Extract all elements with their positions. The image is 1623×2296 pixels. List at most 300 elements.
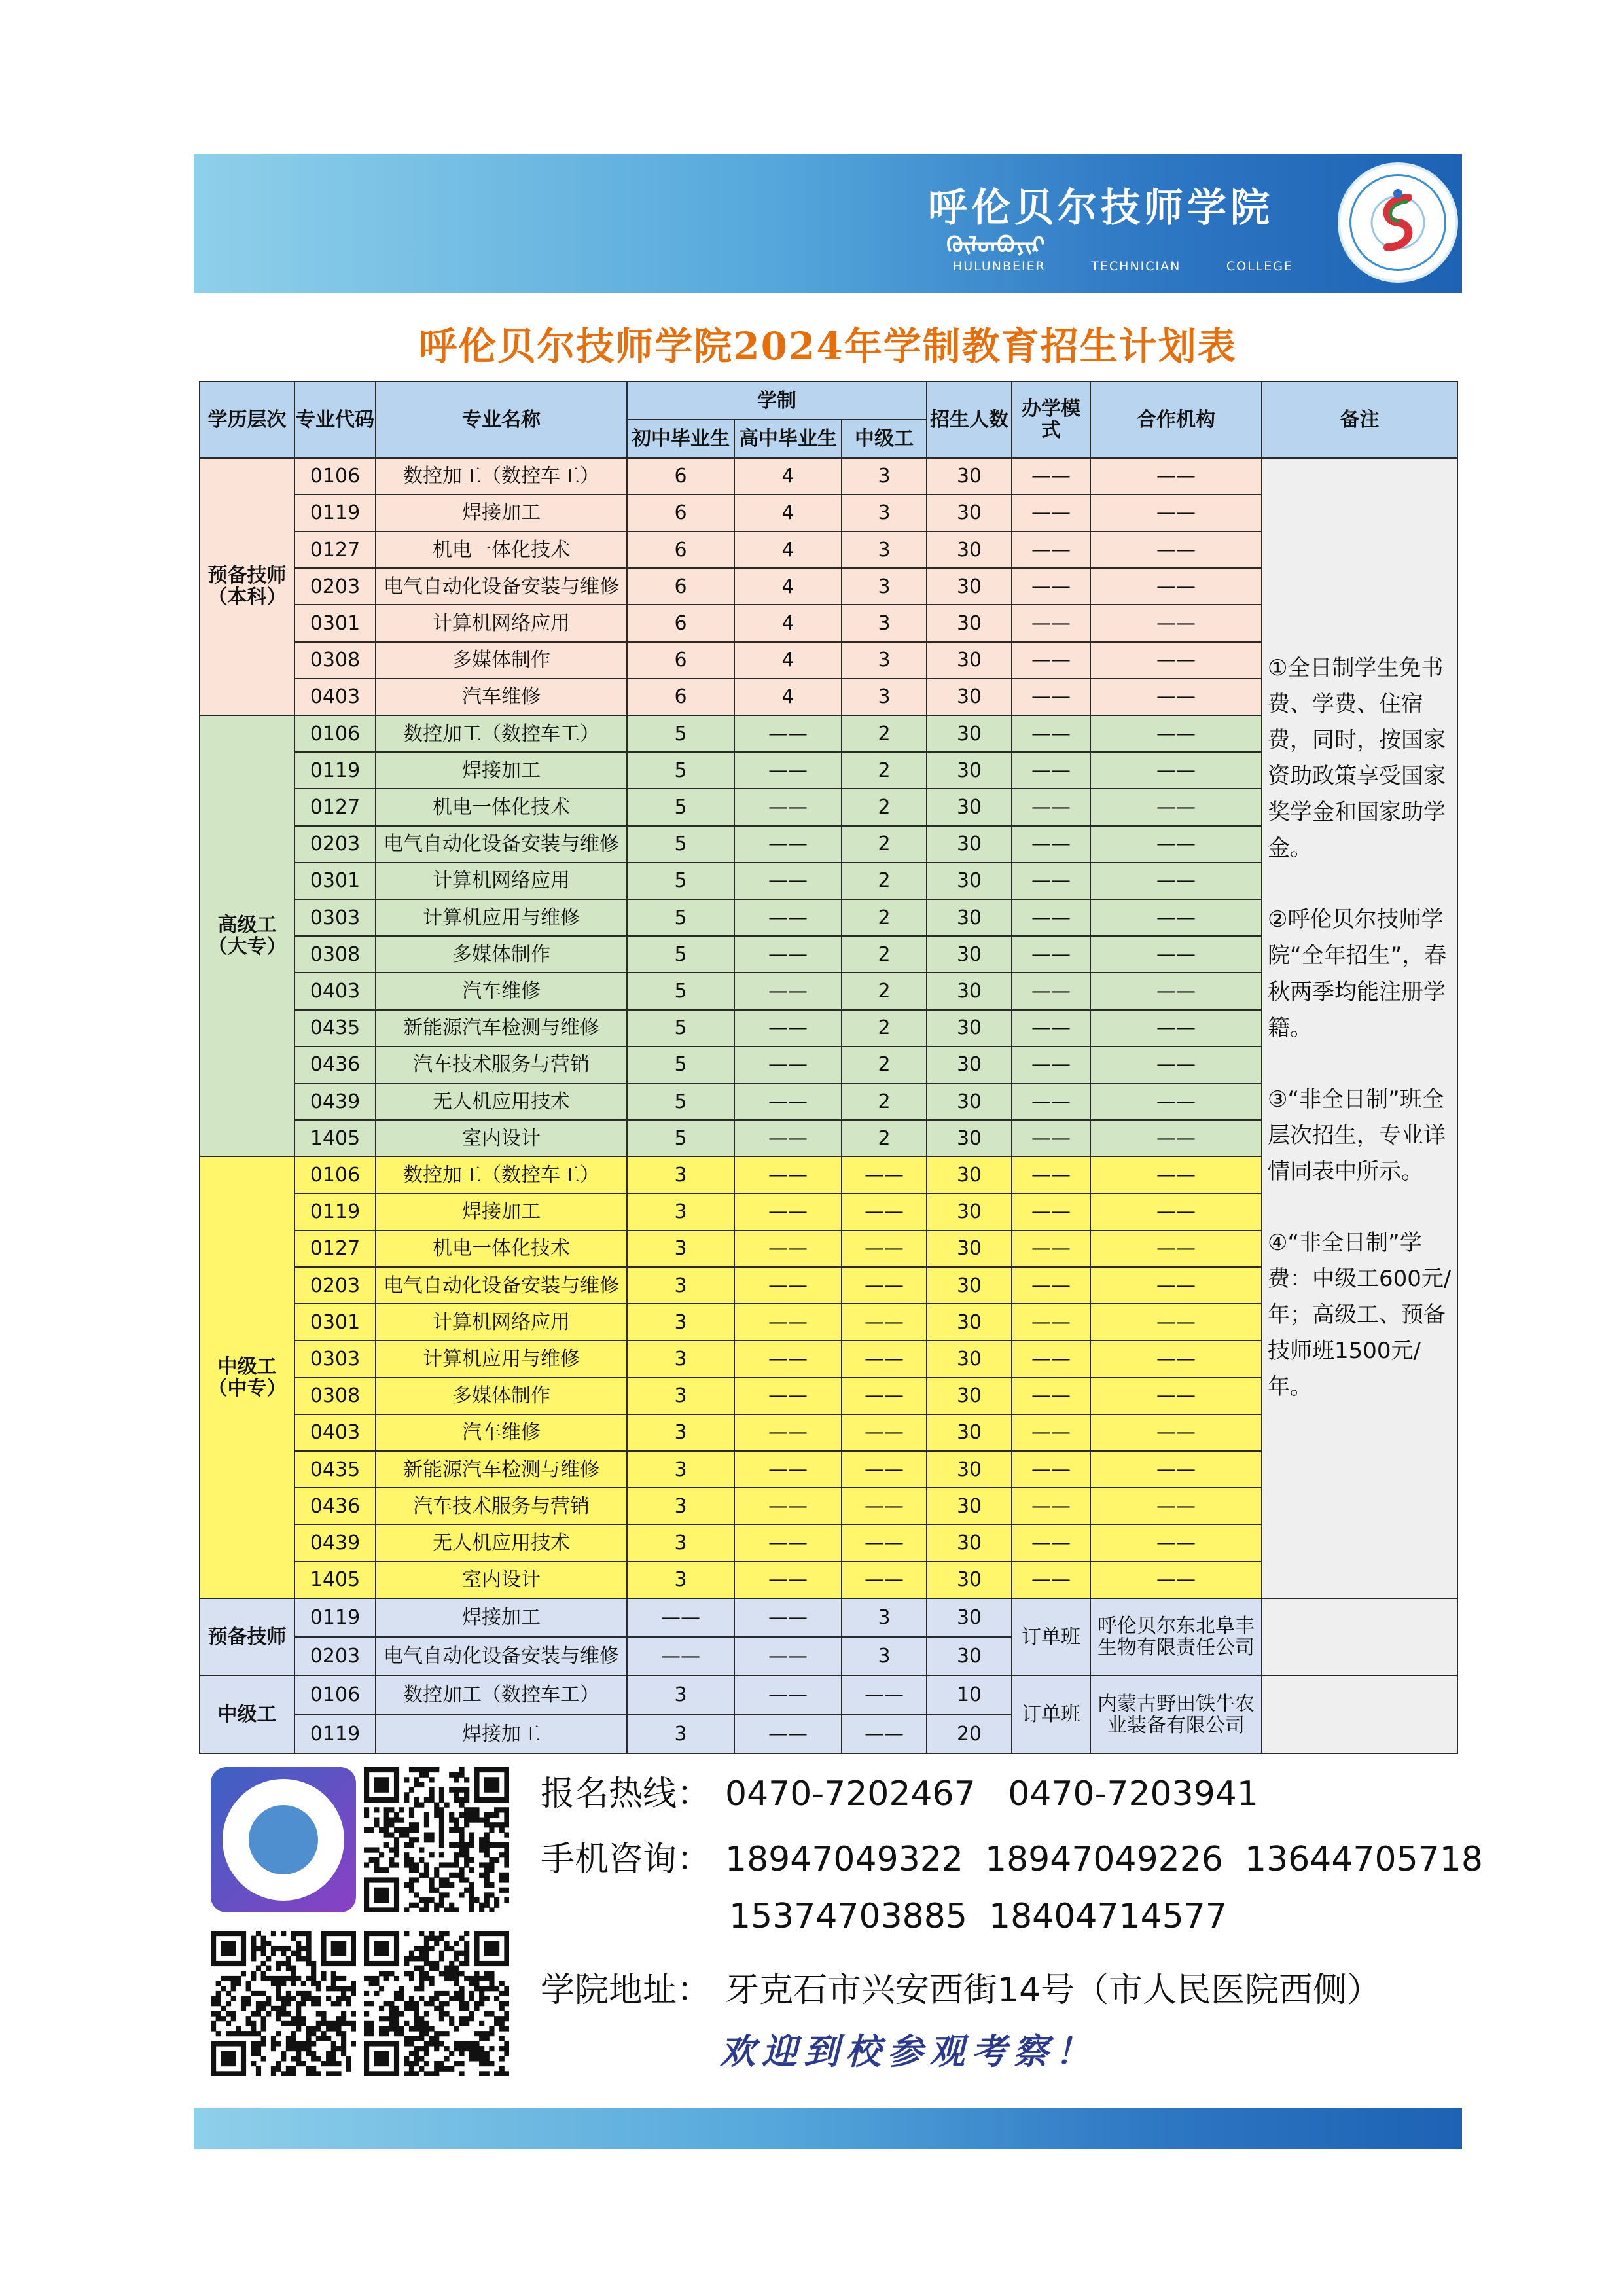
mode-cell: —— bbox=[1012, 1194, 1090, 1230]
header-partner: 合作机构 bbox=[1090, 382, 1262, 458]
partner-cell: —— bbox=[1090, 605, 1262, 641]
college-name-en bbox=[953, 259, 1293, 274]
mode-cell: —— bbox=[1012, 826, 1090, 863]
mode-cell: 订单班 bbox=[1012, 1676, 1090, 1753]
quota-cell: 30 bbox=[927, 1047, 1012, 1083]
mode-cell: —— bbox=[1012, 568, 1090, 605]
partner-cell: —— bbox=[1090, 1524, 1262, 1561]
major-name-cell: 数控加工（数控车工） bbox=[376, 1676, 627, 1714]
quota-cell: 30 bbox=[927, 458, 1012, 495]
major-name-cell: 焊接加工 bbox=[376, 495, 627, 531]
major-name-cell: 机电一体化技术 bbox=[376, 1230, 627, 1267]
welcome-slogan: 欢迎到校参观考察！ bbox=[720, 2030, 1097, 2072]
code-cell: 0403 bbox=[294, 1414, 376, 1451]
mode-cell: —— bbox=[1012, 1451, 1090, 1488]
major-name-cell: 电气自动化设备安装与维修 bbox=[376, 1637, 627, 1676]
midworker-years-cell: —— bbox=[842, 1378, 927, 1414]
major-name-cell: 电气自动化设备安装与维修 bbox=[376, 826, 627, 863]
partner-cell: —— bbox=[1090, 1378, 1262, 1414]
table-row bbox=[200, 1598, 1457, 1637]
quota-cell: 30 bbox=[927, 1488, 1012, 1524]
junior-years-cell: 5 bbox=[627, 1120, 734, 1157]
midworker-years-cell: —— bbox=[842, 1304, 927, 1340]
senior-years-cell: —— bbox=[734, 1083, 842, 1120]
header-midworker: 中级工 bbox=[842, 420, 927, 457]
senior-years-cell: —— bbox=[734, 1230, 842, 1267]
senior-years-cell: —— bbox=[734, 1120, 842, 1157]
mode-cell: —— bbox=[1012, 531, 1090, 568]
major-name-cell: 焊接加工 bbox=[376, 1598, 627, 1637]
major-name-cell: 机电一体化技术 bbox=[376, 531, 627, 568]
midworker-years-cell: —— bbox=[842, 1340, 927, 1377]
major-name-cell: 数控加工（数控车工） bbox=[376, 1157, 627, 1193]
quota-cell: 10 bbox=[927, 1676, 1012, 1714]
note-item: ④“非全日制”学费：中级工600元/年；高级工、预备技师班1500元/年。 bbox=[1268, 1229, 1452, 1401]
code-cell: 0303 bbox=[294, 1340, 376, 1377]
quota-cell: 30 bbox=[927, 1378, 1012, 1414]
junior-years-cell: 3 bbox=[627, 1488, 734, 1524]
table-body bbox=[200, 382, 1457, 1753]
major-name-cell: 汽车技术服务与营销 bbox=[376, 1047, 627, 1083]
major-name-cell: 焊接加工 bbox=[376, 1715, 627, 1753]
midworker-years-cell: 2 bbox=[842, 899, 927, 936]
partner-cell: —— bbox=[1090, 899, 1262, 936]
table-header-row bbox=[200, 382, 1457, 420]
midworker-years-cell: —— bbox=[842, 1562, 927, 1598]
midworker-years-cell: —— bbox=[842, 1230, 927, 1267]
mode-cell: —— bbox=[1012, 1488, 1090, 1524]
code-cell: 0301 bbox=[294, 1304, 376, 1340]
major-name-cell: 室内设计 bbox=[376, 1120, 627, 1157]
code-cell: 0403 bbox=[294, 973, 376, 1009]
senior-years-cell: —— bbox=[734, 1562, 842, 1598]
midworker-years-cell: 2 bbox=[842, 1083, 927, 1120]
header-senior: 高中毕业生 bbox=[734, 420, 842, 457]
junior-years-cell: 3 bbox=[627, 1562, 734, 1598]
quota-cell: 30 bbox=[927, 642, 1012, 679]
code-cell: 0127 bbox=[294, 531, 376, 568]
quota-cell: 20 bbox=[927, 1715, 1012, 1753]
partner-cell: —— bbox=[1090, 1157, 1262, 1193]
partner-cell: —— bbox=[1090, 1304, 1262, 1340]
code-cell: 0127 bbox=[294, 1230, 376, 1267]
senior-years-cell: —— bbox=[734, 1488, 842, 1524]
junior-years-cell: —— bbox=[627, 1637, 734, 1676]
code-cell: 0439 bbox=[294, 1524, 376, 1561]
senior-years-cell: —— bbox=[734, 1451, 842, 1488]
mobile-label: 手机咨询： bbox=[541, 1840, 711, 1879]
major-name-cell: 多媒体制作 bbox=[376, 1378, 627, 1414]
bottom-banner bbox=[194, 2108, 1462, 2149]
code-cell: 0203 bbox=[294, 568, 376, 605]
mode-cell: —— bbox=[1012, 1230, 1090, 1267]
mode-cell: —— bbox=[1012, 973, 1090, 1009]
code-cell: 0119 bbox=[294, 752, 376, 789]
mode-cell: —— bbox=[1012, 642, 1090, 679]
code-cell: 0435 bbox=[294, 1010, 376, 1047]
midworker-years-cell: 2 bbox=[842, 789, 927, 825]
senior-years-cell: —— bbox=[734, 789, 842, 825]
mode-cell: —— bbox=[1012, 1267, 1090, 1304]
qr-pattern bbox=[211, 1931, 356, 2076]
code-cell: 0308 bbox=[294, 642, 376, 679]
mode-cell: —— bbox=[1012, 1010, 1090, 1047]
code-cell: 0308 bbox=[294, 936, 376, 973]
midworker-years-cell: 3 bbox=[842, 642, 927, 679]
midworker-years-cell: —— bbox=[842, 1488, 927, 1524]
quota-cell: 30 bbox=[927, 1562, 1012, 1598]
quota-cell: 30 bbox=[927, 863, 1012, 899]
mode-cell: —— bbox=[1012, 715, 1090, 752]
midworker-years-cell: 3 bbox=[842, 605, 927, 641]
code-cell: 0203 bbox=[294, 826, 376, 863]
major-name-cell: 多媒体制作 bbox=[376, 642, 627, 679]
mini-program-center bbox=[249, 1805, 318, 1874]
emblem-mark bbox=[1369, 185, 1427, 260]
quota-cell: 30 bbox=[927, 1010, 1012, 1047]
quota-cell: 30 bbox=[927, 973, 1012, 1009]
major-name-cell: 汽车维修 bbox=[376, 973, 627, 1009]
partner-cell: —— bbox=[1090, 495, 1262, 531]
junior-years-cell: 5 bbox=[627, 789, 734, 825]
qr-pattern bbox=[364, 1931, 509, 2076]
level-cell: 中级工 bbox=[200, 1676, 294, 1753]
quota-cell: 30 bbox=[927, 568, 1012, 605]
midworker-years-cell: —— bbox=[842, 1451, 927, 1488]
midworker-years-cell: 2 bbox=[842, 1047, 927, 1083]
level-cell: 预备技师（本科） bbox=[200, 458, 294, 715]
quota-cell: 30 bbox=[927, 1340, 1012, 1377]
major-name-cell: 计算机应用与维修 bbox=[376, 899, 627, 936]
midworker-years-cell: 3 bbox=[842, 495, 927, 531]
header-junior: 初中毕业生 bbox=[627, 420, 734, 457]
senior-years-cell: —— bbox=[734, 973, 842, 1009]
junior-years-cell: 3 bbox=[627, 1230, 734, 1267]
partner-cell: —— bbox=[1090, 973, 1262, 1009]
page-title: 呼伦贝尔技师学院2024年学制教育招生计划表 bbox=[419, 324, 1237, 368]
junior-years-cell: 3 bbox=[627, 1340, 734, 1377]
midworker-years-cell: 2 bbox=[842, 1010, 927, 1047]
partner-cell: —— bbox=[1090, 1340, 1262, 1377]
header-quota: 招生人数 bbox=[927, 382, 1012, 458]
partner-cell: —— bbox=[1090, 1120, 1262, 1157]
quota-cell: 30 bbox=[927, 1157, 1012, 1193]
table-row bbox=[200, 458, 1457, 495]
mode-cell: —— bbox=[1012, 458, 1090, 495]
midworker-years-cell: —— bbox=[842, 1194, 927, 1230]
senior-years-cell: —— bbox=[734, 863, 842, 899]
college-en-word: COLLEGE bbox=[1226, 259, 1293, 274]
senior-years-cell: —— bbox=[734, 1010, 842, 1047]
senior-years-cell: 4 bbox=[734, 568, 842, 605]
code-cell: 0106 bbox=[294, 458, 376, 495]
midworker-years-cell: 2 bbox=[842, 863, 927, 899]
midworker-years-cell: 3 bbox=[842, 1598, 927, 1637]
junior-years-cell: 6 bbox=[627, 458, 734, 495]
address-line bbox=[541, 1962, 1381, 2011]
mode-cell: —— bbox=[1012, 679, 1090, 715]
mode-cell: —— bbox=[1012, 789, 1090, 825]
major-name-cell: 汽车技术服务与营销 bbox=[376, 1488, 627, 1524]
junior-years-cell: 3 bbox=[627, 1157, 734, 1193]
header-duration: 学制 bbox=[627, 382, 927, 420]
partner-cell: —— bbox=[1090, 789, 1262, 825]
hotline-label: 报名热线： bbox=[541, 1774, 711, 1814]
partner-cell: 呼伦贝尔东北阜丰生物有限责任公司 bbox=[1090, 1598, 1262, 1676]
notes-cell-empty bbox=[1262, 1676, 1457, 1753]
senior-years-cell: —— bbox=[734, 1304, 842, 1340]
junior-years-cell: 3 bbox=[627, 1267, 734, 1304]
mode-cell: —— bbox=[1012, 1157, 1090, 1193]
senior-years-cell: —— bbox=[734, 1715, 842, 1753]
major-name-cell: 计算机网络应用 bbox=[376, 1304, 627, 1340]
major-name-cell: 计算机网络应用 bbox=[376, 863, 627, 899]
college-name-mongolian: ᠬᠥᠯᠥᠨᠪᠤᠶᠢᠷ bbox=[946, 232, 1045, 259]
mode-cell: —— bbox=[1012, 1524, 1090, 1561]
code-cell: 1405 bbox=[294, 1120, 376, 1157]
quota-cell: 30 bbox=[927, 1083, 1012, 1120]
senior-years-cell: —— bbox=[734, 752, 842, 789]
quota-cell: 30 bbox=[927, 1637, 1012, 1676]
partner-cell: —— bbox=[1090, 1451, 1262, 1488]
senior-years-cell: —— bbox=[734, 1414, 842, 1451]
code-cell: 0403 bbox=[294, 679, 376, 715]
junior-years-cell: 5 bbox=[627, 826, 734, 863]
partner-cell: —— bbox=[1090, 1010, 1262, 1047]
mode-cell: —— bbox=[1012, 1083, 1090, 1120]
header-notes: 备注 bbox=[1262, 382, 1457, 458]
notes-cell-empty bbox=[1262, 1598, 1457, 1676]
quota-cell: 30 bbox=[927, 789, 1012, 825]
junior-years-cell: 5 bbox=[627, 715, 734, 752]
junior-years-cell: 3 bbox=[627, 1451, 734, 1488]
mode-cell: —— bbox=[1012, 1414, 1090, 1451]
major-name-cell: 新能源汽车检测与维修 bbox=[376, 1451, 627, 1488]
midworker-years-cell: 3 bbox=[842, 679, 927, 715]
junior-years-cell: 5 bbox=[627, 863, 734, 899]
partner-cell: —— bbox=[1090, 752, 1262, 789]
senior-years-cell: —— bbox=[734, 1267, 842, 1304]
partner-cell: —— bbox=[1090, 642, 1262, 679]
college-emblem-icon bbox=[1340, 165, 1455, 280]
quota-cell: 30 bbox=[927, 1267, 1012, 1304]
major-name-cell: 室内设计 bbox=[376, 1562, 627, 1598]
junior-years-cell: 5 bbox=[627, 752, 734, 789]
partner-cell: —— bbox=[1090, 1083, 1262, 1120]
junior-years-cell: 6 bbox=[627, 531, 734, 568]
quota-cell: 30 bbox=[927, 936, 1012, 973]
partner-cell: —— bbox=[1090, 531, 1262, 568]
mini-program-code bbox=[211, 1767, 356, 1912]
note-item: ①全日制学生免书费、学费、住宿费，同时，按国家资助政策享受国家奖学金和国家助学金。 bbox=[1268, 655, 1446, 862]
senior-years-cell: 4 bbox=[734, 605, 842, 641]
partner-cell: —— bbox=[1090, 1267, 1262, 1304]
senior-years-cell: —— bbox=[734, 1676, 842, 1714]
quota-cell: 30 bbox=[927, 899, 1012, 936]
qr-code bbox=[211, 1931, 356, 2076]
code-cell: 0106 bbox=[294, 715, 376, 752]
mode-cell: —— bbox=[1012, 605, 1090, 641]
level-cell: 高级工（大专） bbox=[200, 715, 294, 1157]
note-item: ③“非全日制”班全层次招生，专业详情同表中所示。 bbox=[1268, 1086, 1446, 1185]
address-label: 学院地址： bbox=[541, 1971, 711, 2010]
major-name-cell: 数控加工（数控车工） bbox=[376, 715, 627, 752]
junior-years-cell: 5 bbox=[627, 973, 734, 1009]
major-name-cell: 计算机应用与维修 bbox=[376, 1340, 627, 1377]
senior-years-cell: —— bbox=[734, 1524, 842, 1561]
major-name-cell: 焊接加工 bbox=[376, 1194, 627, 1230]
midworker-years-cell: 2 bbox=[842, 826, 927, 863]
junior-years-cell: 6 bbox=[627, 679, 734, 715]
junior-years-cell: 3 bbox=[627, 1414, 734, 1451]
partner-cell: —— bbox=[1090, 715, 1262, 752]
junior-years-cell: 5 bbox=[627, 1010, 734, 1047]
junior-years-cell: —— bbox=[627, 1598, 734, 1637]
midworker-years-cell: 2 bbox=[842, 1120, 927, 1157]
midworker-years-cell: —— bbox=[842, 1524, 927, 1561]
notes-cell bbox=[1262, 458, 1457, 1598]
midworker-years-cell: 3 bbox=[842, 568, 927, 605]
mode-cell: 订单班 bbox=[1012, 1598, 1090, 1676]
junior-years-cell: 6 bbox=[627, 495, 734, 531]
quota-cell: 30 bbox=[927, 1414, 1012, 1451]
midworker-years-cell: 3 bbox=[842, 531, 927, 568]
code-cell: 0106 bbox=[294, 1157, 376, 1193]
code-cell: 0436 bbox=[294, 1047, 376, 1083]
code-cell: 0119 bbox=[294, 1598, 376, 1637]
junior-years-cell: 3 bbox=[627, 1304, 734, 1340]
mobile-numbers: 18947049322 18947049226 13644705718 bbox=[725, 1840, 1483, 1879]
junior-years-cell: 3 bbox=[627, 1715, 734, 1753]
mode-cell: —— bbox=[1012, 752, 1090, 789]
mobile-line bbox=[541, 1831, 1483, 1880]
partner-cell: —— bbox=[1090, 1230, 1262, 1267]
level-cell: 预备技师 bbox=[200, 1598, 294, 1676]
code-cell: 0301 bbox=[294, 863, 376, 899]
midworker-years-cell: —— bbox=[842, 1157, 927, 1193]
senior-years-cell: 4 bbox=[734, 495, 842, 531]
header-level: 学历层次 bbox=[200, 382, 294, 458]
qr-pattern bbox=[364, 1767, 509, 1912]
midworker-years-cell: —— bbox=[842, 1676, 927, 1714]
midworker-years-cell: 2 bbox=[842, 715, 927, 752]
mode-cell: —— bbox=[1012, 1562, 1090, 1598]
header-name: 专业名称 bbox=[376, 382, 627, 458]
major-name-cell: 多媒体制作 bbox=[376, 936, 627, 973]
midworker-years-cell: —— bbox=[842, 1267, 927, 1304]
quota-cell: 30 bbox=[927, 1120, 1012, 1157]
mode-cell: —— bbox=[1012, 495, 1090, 531]
senior-years-cell: 4 bbox=[734, 531, 842, 568]
code-cell: 0435 bbox=[294, 1451, 376, 1488]
major-name-cell: 机电一体化技术 bbox=[376, 789, 627, 825]
mode-cell: —— bbox=[1012, 1304, 1090, 1340]
junior-years-cell: 3 bbox=[627, 1194, 734, 1230]
junior-years-cell: 3 bbox=[627, 1524, 734, 1561]
note-item: ②呼伦贝尔技师学院“全年招生”，春秋两季均能注册学籍。 bbox=[1268, 906, 1447, 1041]
senior-years-cell: —— bbox=[734, 1047, 842, 1083]
partner-cell: —— bbox=[1090, 1488, 1262, 1524]
qr-code bbox=[364, 1931, 509, 2076]
partner-cell: —— bbox=[1090, 1414, 1262, 1451]
mobile-numbers-2: 15374703885 18404714577 bbox=[729, 1897, 1227, 1936]
hotline-numbers: 0470-7202467 0470-7203941 bbox=[725, 1774, 1258, 1814]
quota-cell: 30 bbox=[927, 752, 1012, 789]
senior-years-cell: 4 bbox=[734, 679, 842, 715]
admission-plan-table bbox=[199, 381, 1458, 1754]
midworker-years-cell: 2 bbox=[842, 936, 927, 973]
senior-years-cell: —— bbox=[734, 936, 842, 973]
major-name-cell: 无人机应用技术 bbox=[376, 1083, 627, 1120]
senior-years-cell: —— bbox=[734, 826, 842, 863]
junior-years-cell: 5 bbox=[627, 1083, 734, 1120]
partner-cell: 内蒙古野田铁牛农业装备有限公司 bbox=[1090, 1676, 1262, 1753]
mode-cell: —— bbox=[1012, 899, 1090, 936]
mode-cell: —— bbox=[1012, 936, 1090, 973]
quota-cell: 30 bbox=[927, 1524, 1012, 1561]
major-name-cell: 无人机应用技术 bbox=[376, 1524, 627, 1561]
quota-cell: 30 bbox=[927, 495, 1012, 531]
senior-years-cell: 4 bbox=[734, 458, 842, 495]
midworker-years-cell: 3 bbox=[842, 1637, 927, 1676]
header-mode: 办学模式 bbox=[1012, 382, 1090, 458]
senior-years-cell: —— bbox=[734, 1378, 842, 1414]
mode-cell: —— bbox=[1012, 1047, 1090, 1083]
midworker-years-cell: 2 bbox=[842, 973, 927, 1009]
senior-years-cell: —— bbox=[734, 899, 842, 936]
midworker-years-cell: 2 bbox=[842, 752, 927, 789]
quota-cell: 30 bbox=[927, 1451, 1012, 1488]
qr-code bbox=[364, 1767, 509, 1912]
midworker-years-cell: —— bbox=[842, 1414, 927, 1451]
code-cell: 1405 bbox=[294, 1562, 376, 1598]
midworker-years-cell: 3 bbox=[842, 458, 927, 495]
senior-years-cell: —— bbox=[734, 1637, 842, 1676]
code-cell: 0203 bbox=[294, 1637, 376, 1676]
major-name-cell: 计算机网络应用 bbox=[376, 605, 627, 641]
major-name-cell: 电气自动化设备安装与维修 bbox=[376, 568, 627, 605]
header-code: 专业代码 bbox=[294, 382, 376, 458]
mode-cell: —— bbox=[1012, 1120, 1090, 1157]
address-text: 牙克石市兴安西街14号（市人民医院西侧） bbox=[725, 1971, 1382, 2010]
code-cell: 0436 bbox=[294, 1488, 376, 1524]
senior-years-cell: —— bbox=[734, 715, 842, 752]
junior-years-cell: 5 bbox=[627, 899, 734, 936]
partner-cell: —— bbox=[1090, 1194, 1262, 1230]
junior-years-cell: 3 bbox=[627, 1378, 734, 1414]
quota-cell: 30 bbox=[927, 679, 1012, 715]
college-en-word: HULUNBEIER bbox=[953, 259, 1046, 274]
major-name-cell: 汽车维修 bbox=[376, 1414, 627, 1451]
junior-years-cell: 5 bbox=[627, 936, 734, 973]
junior-years-cell: 6 bbox=[627, 568, 734, 605]
mode-cell: —— bbox=[1012, 1378, 1090, 1414]
code-cell: 0119 bbox=[294, 1194, 376, 1230]
mode-cell: —— bbox=[1012, 1340, 1090, 1377]
college-en-word: TECHNICIAN bbox=[1091, 259, 1181, 274]
quota-cell: 30 bbox=[927, 531, 1012, 568]
code-cell: 0439 bbox=[294, 1083, 376, 1120]
code-cell: 0303 bbox=[294, 899, 376, 936]
quota-cell: 30 bbox=[927, 605, 1012, 641]
partner-cell: —— bbox=[1090, 826, 1262, 863]
partner-cell: —— bbox=[1090, 863, 1262, 899]
quota-cell: 30 bbox=[927, 715, 1012, 752]
top-banner bbox=[194, 154, 1462, 293]
quota-cell: 30 bbox=[927, 1304, 1012, 1340]
partner-cell: —— bbox=[1090, 936, 1262, 973]
code-cell: 0203 bbox=[294, 1267, 376, 1304]
